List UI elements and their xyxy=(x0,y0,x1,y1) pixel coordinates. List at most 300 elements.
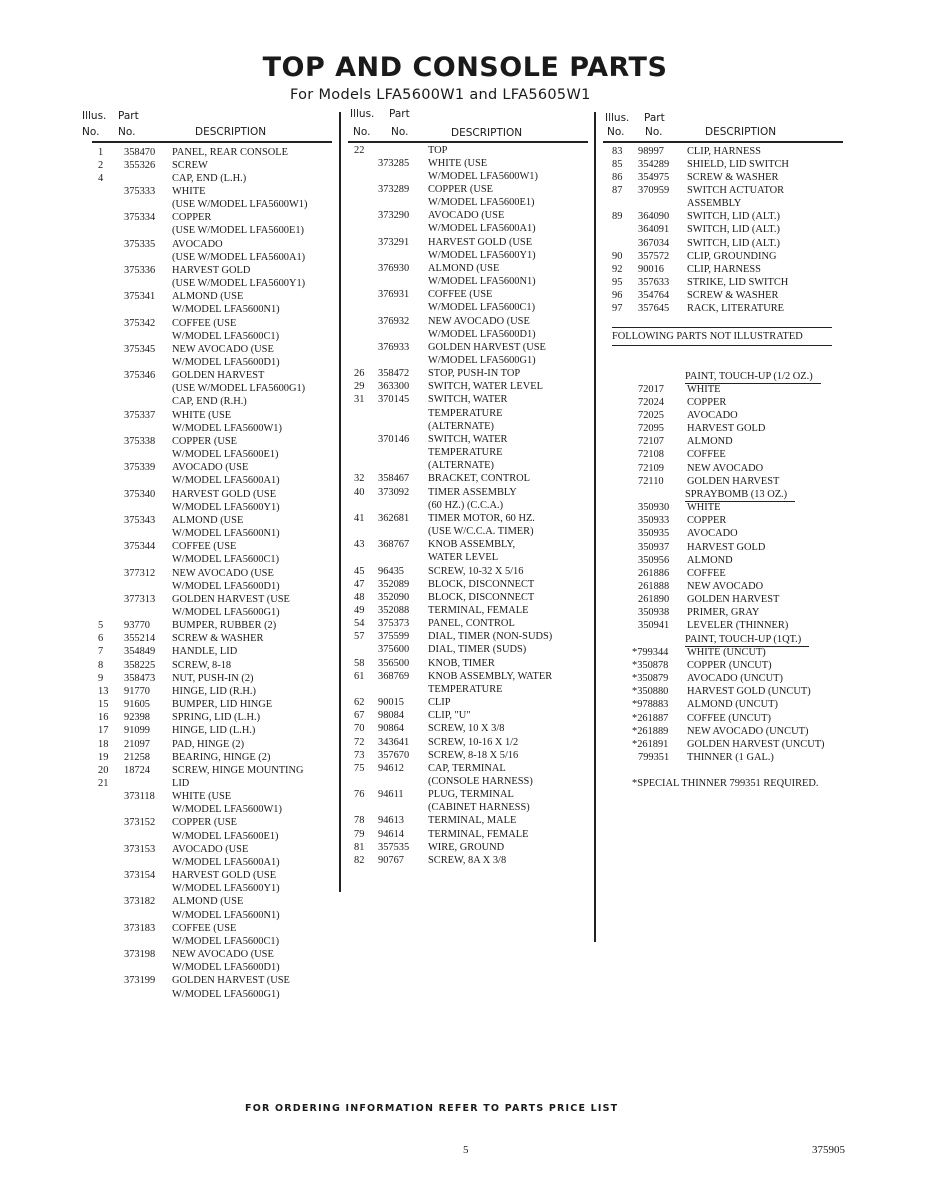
part-description: CLIP, HARNESS xyxy=(687,263,761,275)
illus-number: 75 xyxy=(354,762,365,774)
part-description: GOLDEN HARVEST xyxy=(687,475,780,487)
part-row-continuation xyxy=(346,275,591,288)
part-number: 93770 xyxy=(124,620,150,632)
part-number: 370959 xyxy=(638,184,670,196)
part-number: 375339 xyxy=(124,462,156,474)
column-divider xyxy=(339,112,341,892)
header-part-no: No. xyxy=(118,126,136,138)
part-description: KNOB ASSEMBLY, xyxy=(428,539,516,551)
part-row xyxy=(92,435,337,448)
part-description: WHITE (USE xyxy=(172,409,232,421)
part-number: 373092 xyxy=(378,486,410,498)
part-number: 350956 xyxy=(638,554,670,566)
part-row xyxy=(346,696,591,709)
part-description: (USE W/MODEL LFA5600A1) xyxy=(172,251,306,263)
part-row-continuation xyxy=(92,553,337,566)
part-number: 375338 xyxy=(124,435,156,447)
part-description: NEW AVOCADO (UNCUT) xyxy=(687,725,809,737)
page-title: TOP AND CONSOLE PARTS xyxy=(262,52,668,83)
part-description: COPPER xyxy=(172,212,212,224)
part-row xyxy=(92,290,337,303)
part-row xyxy=(92,738,337,751)
parts-column-3 xyxy=(602,145,847,316)
part-description: W/MODEL LFA5600C1) xyxy=(172,935,280,947)
part-row xyxy=(602,712,847,725)
part-number: *799344 xyxy=(632,646,669,658)
part-description: SCREW & WASHER xyxy=(687,290,779,302)
part-row xyxy=(602,567,847,580)
part-description: ALMOND (USE xyxy=(172,291,244,303)
part-description: COFFEE (USE xyxy=(428,289,493,301)
part-description: BUMPER, LID HINGE xyxy=(172,699,273,711)
part-row xyxy=(346,538,591,551)
part-description: TEMPERATURE xyxy=(428,407,503,419)
part-row xyxy=(346,643,591,656)
part-description: STRIKE, LID SWITCH xyxy=(687,277,789,289)
part-description: TERMINAL, MALE xyxy=(428,815,517,827)
illus-number: 67 xyxy=(354,710,365,722)
part-number: 375600 xyxy=(378,644,410,656)
section-heading xyxy=(602,370,847,383)
part-description: (USE W/MODEL LFA5600W1) xyxy=(172,199,308,211)
part-row xyxy=(92,593,337,606)
part-description: AVOCADO (USE xyxy=(428,210,505,222)
part-number: 373182 xyxy=(124,896,156,908)
part-description: COPPER (USE xyxy=(172,435,237,447)
part-row xyxy=(346,393,591,406)
part-description: COPPER (UNCUT) xyxy=(687,659,772,671)
part-description: COFFEE (USE xyxy=(172,541,237,553)
illus-number: 72 xyxy=(354,736,365,748)
part-row xyxy=(602,527,847,540)
part-number: 373198 xyxy=(124,949,156,961)
part-row xyxy=(602,184,847,197)
part-row xyxy=(602,223,847,236)
illus-number: 21 xyxy=(98,778,109,789)
part-description: W/MODEL LFA5600G1) xyxy=(428,355,536,366)
part-description: TERMINAL, FEMALE xyxy=(428,604,529,616)
part-description: SCREW, 10-32 X 5/16 xyxy=(428,565,524,577)
part-description: W/MODEL LFA5600C1) xyxy=(172,554,280,566)
part-row xyxy=(346,236,591,249)
part-number: 343641 xyxy=(378,736,410,748)
part-description: AVOCADO (USE xyxy=(172,843,249,855)
part-number: 373291 xyxy=(378,236,410,248)
part-number: 357670 xyxy=(378,749,410,761)
part-description: PAD, HINGE (2) xyxy=(172,738,245,750)
part-number: 377312 xyxy=(124,567,156,579)
part-row xyxy=(92,369,337,382)
part-description: BEARING, HINGE (2) xyxy=(172,751,271,763)
part-description: AVOCADO (UNCUT) xyxy=(687,673,783,685)
part-number: 799351 xyxy=(638,752,670,764)
part-row xyxy=(346,157,591,170)
part-row xyxy=(346,788,591,801)
part-description: SCREW & WASHER xyxy=(687,171,779,183)
part-row xyxy=(92,461,337,474)
part-description: W/MODEL LFA5600E1) xyxy=(172,830,279,842)
part-description: CAP, END (R.H.) xyxy=(172,396,247,408)
illus-number: 87 xyxy=(612,184,623,196)
part-number: 358473 xyxy=(124,672,156,684)
part-number: 352090 xyxy=(378,591,410,603)
part-row xyxy=(346,578,591,591)
part-description: WHITE xyxy=(172,185,206,197)
not-illustrated-parts xyxy=(602,370,847,765)
part-number: 375345 xyxy=(124,343,156,355)
part-row-continuation xyxy=(346,775,591,788)
part-description: GOLDEN HARVEST xyxy=(172,370,265,382)
part-description: HARVEST GOLD (UNCUT) xyxy=(687,686,811,698)
part-number: 21097 xyxy=(124,738,150,750)
illus-number: 19 xyxy=(98,751,109,763)
part-description: GOLDEN HARVEST xyxy=(687,594,780,606)
illus-number: 49 xyxy=(354,604,365,616)
part-description: NEW AVOCADO (USE xyxy=(172,567,274,579)
part-description: COPPER xyxy=(687,515,727,527)
part-row-continuation xyxy=(92,961,337,974)
part-row-continuation xyxy=(92,474,337,487)
part-description: HARVEST GOLD xyxy=(687,423,766,435)
part-row xyxy=(92,343,337,356)
part-number: 375373 xyxy=(378,618,410,630)
part-row xyxy=(346,657,591,670)
part-description: (ALTERNATE) xyxy=(428,460,494,472)
part-number: 354849 xyxy=(124,646,156,658)
part-row xyxy=(602,619,847,632)
part-description: HARVEST GOLD xyxy=(172,264,251,276)
part-row xyxy=(346,670,591,683)
header-illus: Illus. xyxy=(82,110,107,122)
illus-number: 32 xyxy=(354,473,365,485)
part-number: 72024 xyxy=(638,396,664,408)
illus-number: 13 xyxy=(98,685,109,697)
section-heading-label: SPRAYBOMB (13 OZ.) xyxy=(685,488,795,502)
part-description: SCREW, 8A X 3/8 xyxy=(428,854,507,866)
part-row xyxy=(602,606,847,619)
part-row xyxy=(602,435,847,448)
part-number: 373285 xyxy=(378,157,410,169)
part-description: ALMOND (USE xyxy=(172,514,244,526)
part-description: ALMOND xyxy=(687,436,733,448)
part-description: ALMOND xyxy=(687,554,733,566)
page-number: 5 xyxy=(463,1144,469,1156)
part-row-continuation xyxy=(346,499,591,512)
special-note: *SPECIAL THINNER 799351 REQUIRED. xyxy=(632,778,819,789)
part-description: TIMER ASSEMBLY xyxy=(428,486,517,498)
part-row xyxy=(346,341,591,354)
illus-number: 54 xyxy=(354,618,365,630)
part-number: 94613 xyxy=(378,815,404,827)
part-description: SWITCH, LID (ALT.) xyxy=(687,237,780,249)
part-description: W/MODEL LFA5600E1) xyxy=(172,449,279,461)
part-number: 375337 xyxy=(124,409,156,421)
part-row xyxy=(92,172,337,185)
part-description: BRACKET, CONTROL xyxy=(428,473,530,485)
part-row xyxy=(92,724,337,737)
part-number: 92398 xyxy=(124,712,150,724)
part-description: SPRING, LID (L.H.) xyxy=(172,712,261,724)
part-number: 376933 xyxy=(378,341,410,353)
part-description: AVOCADO xyxy=(172,238,223,250)
illus-number: 81 xyxy=(354,841,365,853)
part-row xyxy=(602,263,847,276)
part-row xyxy=(92,659,337,672)
part-number: 375336 xyxy=(124,264,156,276)
part-number: 358472 xyxy=(378,368,410,380)
part-number: 358470 xyxy=(124,146,156,158)
illus-number: 83 xyxy=(612,145,623,157)
illus-number: 4 xyxy=(98,172,104,184)
section-heading-label: PAINT, TOUCH-UP (1QT.) xyxy=(685,633,809,647)
part-number: 373118 xyxy=(124,791,155,803)
part-row xyxy=(92,922,337,935)
part-row xyxy=(346,814,591,827)
header-illus-no: No. xyxy=(353,126,371,138)
part-description: WATER LEVEL xyxy=(428,552,499,564)
part-row xyxy=(346,736,591,749)
part-number: 373290 xyxy=(378,210,410,222)
part-number: 90016 xyxy=(638,263,664,275)
part-number: 375346 xyxy=(124,370,156,382)
section-heading-label: PAINT, TOUCH-UP (1/2 OZ.) xyxy=(685,370,821,384)
part-description: W/MODEL LFA5600A1) xyxy=(172,475,280,487)
part-row xyxy=(92,619,337,632)
part-description: PLUG, TERMINAL xyxy=(428,789,514,801)
part-row xyxy=(602,448,847,461)
part-description: ALMOND (UNCUT) xyxy=(687,699,778,711)
part-number: *350879 xyxy=(632,673,669,685)
part-description: (USE W/C.C.A. TIMER) xyxy=(428,526,534,538)
part-number: 72025 xyxy=(638,409,664,421)
part-description: HINGE, LID (L.H.) xyxy=(172,725,256,737)
part-description: HARVEST GOLD (USE xyxy=(172,870,277,882)
part-number: 90864 xyxy=(378,723,404,735)
part-number: 94614 xyxy=(378,828,404,840)
illus-number: 8 xyxy=(98,659,104,671)
part-number: 98084 xyxy=(378,710,404,722)
part-number: 376932 xyxy=(378,315,410,327)
part-row xyxy=(92,685,337,698)
part-description: W/MODEL LFA5600D1) xyxy=(172,580,280,592)
part-row xyxy=(602,302,847,315)
part-number: *978883 xyxy=(632,699,669,711)
part-row xyxy=(92,843,337,856)
part-number: 375599 xyxy=(378,631,410,643)
part-number: 375341 xyxy=(124,291,156,303)
header-part-no: No. xyxy=(391,126,409,138)
part-row xyxy=(602,646,847,659)
part-number: 355214 xyxy=(124,633,156,645)
part-number: 368767 xyxy=(378,539,410,551)
illus-number: 57 xyxy=(354,631,365,643)
part-description: (60 HZ.) (C.C.A.) xyxy=(428,499,504,511)
illus-number: 86 xyxy=(612,171,623,183)
part-row xyxy=(346,617,591,630)
section-heading xyxy=(602,488,847,501)
part-description: AVOCADO xyxy=(687,528,738,540)
section-heading xyxy=(602,633,847,646)
part-row xyxy=(346,183,591,196)
part-description: NEW AVOCADO xyxy=(687,462,764,474)
part-row-continuation xyxy=(346,525,591,538)
part-row xyxy=(92,711,337,724)
part-description: SWITCH, WATER LEVEL xyxy=(428,381,543,393)
part-description: GOLDEN HARVEST (UNCUT) xyxy=(687,738,825,750)
part-row-continuation xyxy=(92,356,337,369)
part-row xyxy=(602,462,847,475)
part-description: NUT, PUSH-IN (2) xyxy=(172,672,254,684)
part-row xyxy=(602,738,847,751)
part-row xyxy=(346,380,591,393)
part-row xyxy=(602,396,847,409)
part-number: 377313 xyxy=(124,593,156,605)
part-description: SWITCH, LID (ALT.) xyxy=(687,224,780,236)
part-row xyxy=(92,698,337,711)
part-number: 354764 xyxy=(638,290,670,302)
parts-column-2 xyxy=(346,144,591,868)
part-description: ASSEMBLY xyxy=(687,198,742,210)
part-row xyxy=(346,315,591,328)
part-description: CLIP, GROUNDING xyxy=(687,250,777,262)
part-number: *350880 xyxy=(632,686,669,698)
part-row xyxy=(92,211,337,224)
part-row xyxy=(602,580,847,593)
illus-number: 1 xyxy=(98,146,104,158)
part-description: HARVEST GOLD (USE xyxy=(428,236,533,248)
part-row-continuation xyxy=(92,830,337,843)
part-description: GOLDEN HARVEST (USE xyxy=(172,975,290,987)
part-description: PANEL, REAR CONSOLE xyxy=(172,146,288,158)
part-row-continuation xyxy=(346,328,591,341)
illus-number: 70 xyxy=(354,723,365,735)
part-description: HARVEST GOLD xyxy=(687,541,766,553)
part-row xyxy=(602,698,847,711)
part-row xyxy=(92,672,337,685)
part-row-continuation xyxy=(346,301,591,314)
part-number: 373199 xyxy=(124,975,156,987)
illus-number: 40 xyxy=(354,486,365,498)
part-row xyxy=(346,472,591,485)
part-row xyxy=(92,185,337,198)
part-description: WHITE xyxy=(687,383,721,395)
part-number: 18724 xyxy=(124,764,150,776)
part-row xyxy=(602,659,847,672)
part-row-continuation xyxy=(92,856,337,869)
part-row-continuation xyxy=(92,448,337,461)
part-description: COFFEE xyxy=(687,449,726,461)
illus-number: 73 xyxy=(354,749,365,761)
part-description: HARVEST GOLD (USE xyxy=(172,488,277,500)
not-illustrated-heading: FOLLOWING PARTS NOT ILLUSTRATED xyxy=(612,327,832,346)
part-description: W/MODEL LFA5600C1) xyxy=(172,330,280,342)
header-illus-no: No. xyxy=(607,126,625,138)
part-description: LEVELER (THINNER) xyxy=(687,620,789,632)
part-description: SWITCH, LID (ALT.) xyxy=(687,211,780,223)
part-row-continuation xyxy=(346,249,591,262)
part-row-continuation xyxy=(346,196,591,209)
part-row xyxy=(346,512,591,525)
part-description: TERMINAL, FEMALE xyxy=(428,828,529,840)
part-row xyxy=(346,262,591,275)
illus-number: 31 xyxy=(354,394,365,406)
part-description: BLOCK, DISCONNECT xyxy=(428,578,535,590)
illus-number: 47 xyxy=(354,578,365,590)
part-number: 96435 xyxy=(378,565,404,577)
part-row xyxy=(92,488,337,501)
header-part: Part xyxy=(118,110,139,122)
part-description: W/MODEL LFA5600N1) xyxy=(172,909,280,921)
part-description: STOP, PUSH-IN TOP xyxy=(428,368,521,380)
part-row xyxy=(92,645,337,658)
part-row xyxy=(346,828,591,841)
part-description: WIRE, GROUND xyxy=(428,841,505,853)
part-number: 373289 xyxy=(378,183,410,195)
illus-number: 5 xyxy=(98,620,104,632)
part-number: *261891 xyxy=(632,738,669,750)
part-number: 72017 xyxy=(638,383,664,395)
part-description: AVOCADO xyxy=(687,409,738,421)
part-description: ALMOND (USE xyxy=(428,262,500,274)
header-part: Part xyxy=(389,108,410,120)
part-row-continuation xyxy=(346,801,591,814)
part-number: 355326 xyxy=(124,159,156,171)
part-description: LID xyxy=(172,778,190,789)
part-number: 373154 xyxy=(124,870,156,882)
header-part: Part xyxy=(644,112,665,124)
part-row xyxy=(602,422,847,435)
part-description: CLIP, "U" xyxy=(428,710,471,722)
part-row-continuation xyxy=(92,224,337,237)
part-description: COFFEE (USE xyxy=(172,922,237,934)
part-number: 356500 xyxy=(378,657,410,669)
part-row xyxy=(346,565,591,578)
part-number: 261890 xyxy=(638,594,670,606)
part-row xyxy=(92,777,337,790)
part-description: COPPER (USE xyxy=(172,817,237,829)
part-description: WHITE (USE xyxy=(172,791,232,803)
part-number: 358225 xyxy=(124,659,156,671)
part-description: (CONSOLE HARNESS) xyxy=(428,776,533,787)
part-number: 364090 xyxy=(638,211,670,223)
part-description: CAP, TERMINAL xyxy=(428,762,506,774)
part-description: W/MODEL LFA5600Y1) xyxy=(172,501,280,513)
header-illus: Illus. xyxy=(605,112,630,124)
header-description: DESCRIPTION xyxy=(451,127,523,139)
part-row-continuation xyxy=(92,527,337,540)
part-description: TEMPERATURE xyxy=(428,447,503,459)
illus-number: 15 xyxy=(98,699,109,711)
part-description: COFFEE (USE xyxy=(172,317,237,329)
illus-number: 92 xyxy=(612,263,623,275)
part-row xyxy=(92,869,337,882)
part-number: 364091 xyxy=(638,224,670,236)
part-description: NEW AVOCADO (USE xyxy=(172,343,274,355)
part-row xyxy=(346,749,591,762)
part-description: SWITCH, WATER xyxy=(428,394,508,406)
part-row-continuation xyxy=(346,420,591,433)
part-number: 357633 xyxy=(638,277,670,289)
part-number: 350938 xyxy=(638,607,670,619)
part-row xyxy=(92,146,337,159)
part-description: PANEL, CONTROL xyxy=(428,618,515,630)
part-description: (USE W/MODEL LFA5600E1) xyxy=(172,225,304,237)
part-row xyxy=(602,210,847,223)
part-row xyxy=(602,237,847,250)
part-description: W/MODEL LFA5600N1) xyxy=(172,304,280,316)
part-number: 362681 xyxy=(378,512,410,524)
part-number: *350878 xyxy=(632,659,669,671)
